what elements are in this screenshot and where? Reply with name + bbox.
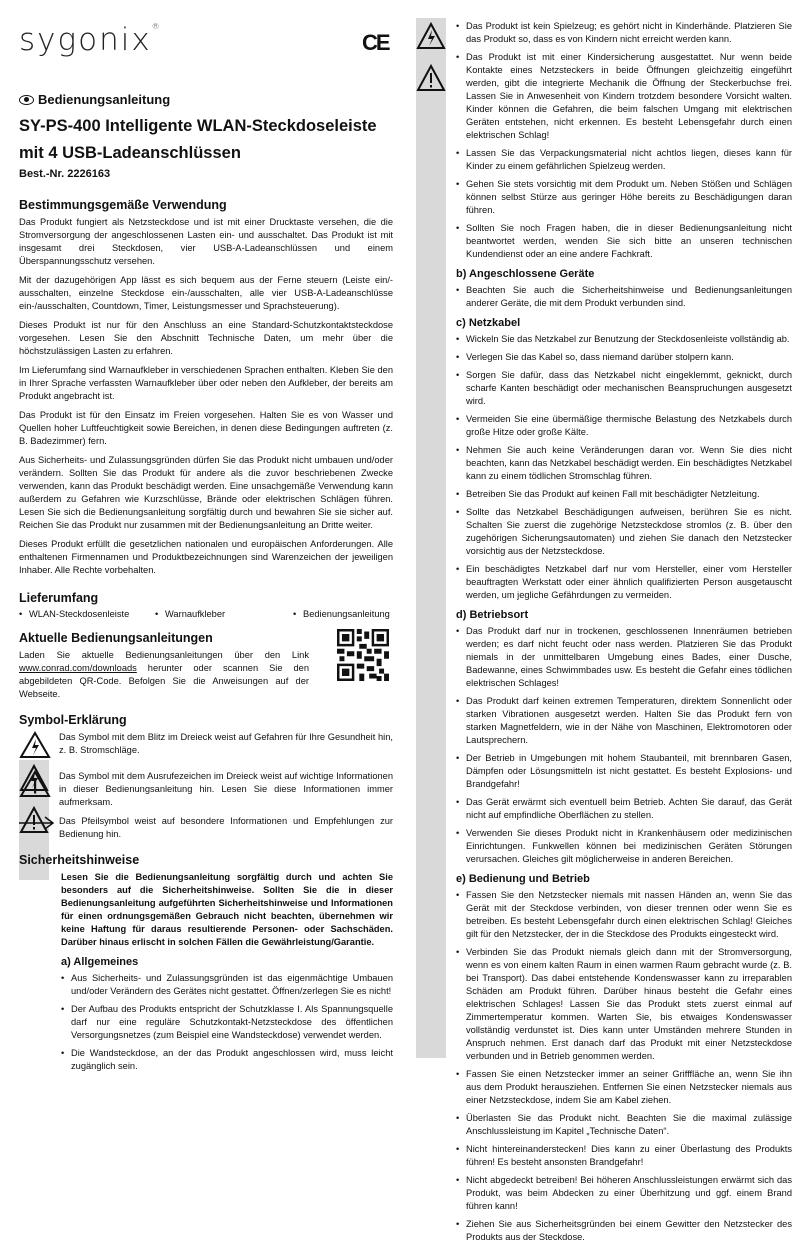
symbols-heading: Symbol-Erklärung <box>19 713 127 727</box>
brand-logo: sygonix® <box>19 22 162 58</box>
exclamation-triangle-icon <box>19 770 51 798</box>
list-item: • Sollte das Netzkabel Beschädigungen aufweisen, berühren Sie es nicht. Schalten Sie zuerst die zugehörige Netzsteckdose stromlos (z. B. über den zugehörigen Sicherungsautomaten) und ziehen Sie danach den Netzstecker vorsichtig aus der Netzsteckdose. <box>456 506 792 558</box>
list-item: • WLAN-Steckdosenleiste <box>19 609 155 619</box>
paragraph: Aus Sicherheits- und Zulassungsgründen dürfen Sie das Produkt nicht umbauen und/oder verändern. Sollten Sie das Produkt für andere als die zuvor beschriebenen Zwecke verwenden, kann das Produkt beschädigt werden. Eine unsachgemäße Verwendung kann außerdem zu Gefahren wie Kurzschlüsse, Brände oder elektrischen Schlägen führen. Lesen Sie sich die Bedienungsanleitung sorgfältig durch und bewahren Sie sie sicher auf. Reichen Sie das Produkt nur zusammen mit der Bedienungsanleitung an Dritte weiter. <box>19 455 393 530</box>
list-item: • Verlegen Sie das Kabel so, dass niemand darüber stolpern kann. <box>456 351 792 364</box>
list-item: • Fassen Sie den Netzstecker niemals mit nassen Händen an, wenn Sie das Gerät mit der Steckdose verbinden, von dieser trennen oder wenn Sie es betreiben. Es besteht Lebensgefahr durch einen elektrischen Schlag! Gleiches gilt für den Netzstecker, der in die Steckdose des Produkts eingesteckt wird. <box>456 889 792 941</box>
general-list <box>61 972 393 1073</box>
ce-mark: CE <box>362 30 389 55</box>
symbol-row <box>19 731 393 764</box>
list-item: • Verbinden Sie das Produkt niemals gleich dann mit der Stromversorgung, wenn es von einem kalten Raum in einen warmen Raum gebracht wurde (z. B. bei Transport). Das dabei entstehende Kondenswasser kann zu irreparablen Schäden am Produkt führen. Darüber hinaus besteht die Gefahr eines elektrischen Schlages! Lassen Sie das Produkt stets zuerst einmal auf Zimmertemperatur kommen. Warten Sie, bis etwaiges Kondenswasser vollständig verdunstet ist. Dies kann unter Umständen mehrere Stunden in Anspruch nehmen. Erst danach darf das Produkt mit einer Netzsteckdose verbunden und in Betrieb genommen werden. <box>456 946 792 1063</box>
current-manuals-section <box>19 631 393 701</box>
symbol-text: Das Symbol mit dem Ausrufezeichen im Dreieck weist auf wichtige Informationen in dieser Bedienungsanleitung hin. Lesen Sie diese Informationen immer aufmerksam. <box>59 771 393 807</box>
cable-list <box>456 333 792 602</box>
symbol-row <box>19 815 393 841</box>
list-item: • Ziehen Sie aus Sicherheitsgründen bei einem Gewitter den Netzstecker des Produkts aus der Steckdose. <box>456 1218 792 1244</box>
list-item: • Sollten Sie noch Fragen haben, die in dieser Bedienungsanleitung nicht beantwortet werden, wenden Sie sich bitte an unseren technischen Kundendienst oder an eine andere Fachkraft. <box>456 222 792 261</box>
list-item: • Das Produkt ist kein Spielzeug; es gehört nicht in Kinderhände. Platzieren Sie das Produkt so, dass es von Kindern nicht erreicht werden kann. <box>456 20 792 46</box>
usage-text <box>19 216 393 577</box>
paragraph: Das Produkt fungiert als Netzsteckdose und ist mit einer Drucktaste versehen, die die Stromversorgung der angeschlossenen Lasten ein- und ausschaltet. Das Produkt ist mit insgesamt drei Steckdosen, vier USB-A-Ladeanschlüssen und einem Überspannungsschutz versehen. <box>19 217 393 266</box>
paragraph: Dieses Produkt erfüllt die gesetzlichen nationalen und europäischen Anforderungen. Alle enthaltenen Firmennamen und Produktbezeichnungen sind Warenzeichen der jeweiligen Inhaber. Alle Rechte vorbehalten. <box>19 539 393 575</box>
list-item: • Betreiben Sie das Produkt auf keinen Fall mit beschädigter Netzleitung. <box>456 488 792 501</box>
symbol-row <box>19 770 393 809</box>
qr-code[interactable] <box>337 629 389 681</box>
paragraph: Mit der dazugehörigen App lässt es sich bequem aus der Ferne steuern (Leiste ein/-ausschalten, einzelne Steckdose ein-/ausschalten, alle vier USB-A-Ladeanschlüsse ein-/ausschalten, Countdown, Timer, Leistungsmesser und Sprachsteuerung). <box>19 275 393 311</box>
list-item: • Nicht abgedeckt betreiben! Bei höheren Anschlussleistungen erwärmt sich das Produkt, was beim Abdecken zu einer Überhitzung und ggf. einem Brand führen kann! <box>456 1174 792 1213</box>
list-item: • Der Betrieb in Umgebungen mit hohem Staubanteil, mit brennbaren Gasen, Dämpfen oder Lösungsmitteln ist nicht gestattet. Es besteht Explosions- und Brandgefahr! <box>456 752 792 791</box>
list-item: • Sorgen Sie dafür, dass das Netzkabel nicht eingeklemmt, geknickt, durch scharfe Kanten beschädigt oder mechanischen Beanspruchungen ausgesetzt wird. <box>456 369 792 408</box>
paragraph: Im Lieferumfang sind Warnaufkleber in verschiedenen Sprachen enthalten. Kleben Sie den in Ihrer Sprache verfassten Warnaufkleber über oder neben den Aufkleber, der bereits am Produkt angebracht ist. <box>19 365 393 401</box>
list-item: • Das Gerät erwärmt sich eventuell beim Betrieb. Achten Sie darauf, das Gerät nicht auf empfindliche Oberflächen zu stellen. <box>456 796 792 822</box>
lightning-triangle-icon <box>19 731 51 759</box>
page-title: SY-PS-400 Intelligente WLAN-Steckdoseleiste mit 4 USB-Ladeanschlüssen <box>19 117 377 162</box>
list-item: • Warnaufkleber <box>155 609 293 619</box>
list-item: • Vermeiden Sie eine übermäßige thermische Belastung des Netzkabels durch große Hitze oder große Kälte. <box>456 413 792 439</box>
list-item: • Gehen Sie stets vorsichtig mit dem Produkt um. Neben Stößen und Schlägen können selbst Stürze aus geringer Höhe bereits zu Beschädigungen daran führen. <box>456 178 792 217</box>
safety-heading: Sicherheitshinweise <box>19 853 140 867</box>
scope-list <box>19 609 393 619</box>
paragraph: Dieses Produkt ist nur für den Anschluss an eine Standard-Schutzkontaktsteckdose vorgesehen. Lesen Sie den Abschnitt Technische Daten, um mehr über die höchstzulässigen Lasten zu erfahren. <box>19 320 393 356</box>
list-item: • Beachten Sie auch die Sicherheitshinweise und Bedienungsanleitungen anderer Geräte, die mit dem Produkt verbunden sind. <box>456 284 792 310</box>
general-heading: a) Allgemeines <box>61 956 139 968</box>
download-link[interactable]: www.conrad.com/downloads <box>19 663 137 673</box>
connected-heading: b) Angeschlossene Geräte <box>456 268 595 280</box>
eye-icon <box>19 95 34 105</box>
general-list-continued <box>456 20 792 261</box>
list-item: • Lassen Sie das Verpackungsmaterial nicht achtlos liegen, dieses kann für Kinder zu einem gefährlichen Spielzeug werden. <box>456 147 792 173</box>
list-item: • Überlasten Sie das Produkt nicht. Beachten Sie die maximal zulässige Anschlussleistung im Kapitel „Technische Daten“. <box>456 1112 792 1138</box>
general-continued <box>456 20 792 261</box>
left-column <box>19 22 393 1078</box>
list-item: • Das Produkt ist mit einer Kindersicherung ausgestattet. Nur wenn beide Kontakte eines Netzsteckers in beide Öffnungen gleichzeitig eingeführt werden, gibt die integrierte Mechanik die Öffnung der Steckerbuchse frei. Lassen Sie in Anwesenheit von Kindern trotzdem besondere Vorsicht walten. Kinder können die Gefahren, die beim falschen Umgang mit elektrischen Geräten entstehen, nicht erkennen. Es besteht Lebensgefahr durch einen elektrischen Schlag! <box>456 51 792 142</box>
connected-list <box>456 284 792 310</box>
list-item: • Fassen Sie einen Netzstecker immer an seiner Grifffläche an, wenn Sie ihn aus dem Produkt herausziehen. Entfernen Sie einen Netzstecker niemals aus einer Netzsteckdose, indem Sie am Kabel ziehen. <box>456 1068 792 1107</box>
usage-heading: Bestimmungsgemäße Verwendung <box>19 198 227 212</box>
list-item: • Aus Sicherheits- und Zulassungsgründen ist das eigenmächtige Umbauen und/oder Verändern des Gerätes nicht gestattet. Öffnen/zerlegen Sie es nicht! <box>61 972 393 998</box>
list-item: • Verwenden Sie dieses Produkt nicht in Krankenhäusern oder medizinischen Einrichtungen. Funkwellen können bei medizinischen Geräten Störungen verursachen. Gleiches gilt möglicherweise in anderen Bereichen. <box>456 827 792 866</box>
operation-heading: e) Bedienung und Betrieb <box>456 873 590 885</box>
order-number: Best.-Nr. 2226163 <box>19 168 111 180</box>
list-item: • Ein beschädigtes Netzkabel darf nur vom Hersteller, einer vom Hersteller beauftragten Werkstatt oder einer ähnlich qualifizierten Person ausgetauscht werden, um jegliche Gefährdungen zu vermeiden. <box>456 563 792 602</box>
list-item: • Das Produkt darf nur in trockenen, geschlossenen Innenräumen betrieben werden; es darf nicht feucht oder nass werden. Platzieren Sie das Produkt niemals in der unmittelbaren Umgebung eines Bades, einer Dusche, Badewanne, eines Schwimmbades usw. Es besteht die Gefahr eines tödlichen elektrischen Schlages! <box>456 625 792 690</box>
list-item: • Die Wandsteckdose, an der das Produkt angeschlossen wird, muss leicht zugänglich sein. <box>61 1047 393 1073</box>
list-item: • Nehmen Sie auch keine Veränderungen daran vor. Wenn Sie dies nicht beachten, kann das Netzkabel beschädigt werden. Ein beschädigtes Netzkabel kann zu einem tödlichen Stromschlag führen. <box>456 444 792 483</box>
current-text: Laden Sie aktuelle Bedienungsanleitungen über den Link www.conrad.com/downloads herunter oder scannen Sie den abgebildeten QR-Code. Befolgen Sie die Anweisungen auf der Webseite. <box>19 650 309 699</box>
list-item: • Der Aufbau des Produkts entspricht der Schutzklasse I. Als Spannungsquelle darf nur eine reguläre Schutzkontakt-Netzsteckdose des öffentlichen Versorgungsnetzes (zum Beispiel eine Wandsteckdose) verwendet werden. <box>61 1003 393 1042</box>
list-item: • Das Produkt darf keinen extremen Temperaturen, direktem Sonnenlicht oder starken Vibrationen ausgesetzt werden. Halten Sie das Produkt fern von starken Magnetfeldern, wie in der Nähe von Maschinen, Elektromotoren oder Lautsprechern. <box>456 695 792 747</box>
list-item: • Nicht hintereinanderstecken! Dies kann zu einer Überlastung des Produkts führen! Es besteht ansonsten Brandgefahr! <box>456 1143 792 1169</box>
list-item: • Bedienungsanleitung <box>293 609 390 619</box>
manual-label: Bedienungsanleitung <box>19 92 393 107</box>
scope-heading: Lieferumfang <box>19 591 99 605</box>
arrow-icon <box>19 815 55 831</box>
safety-content <box>61 871 393 1073</box>
right-column <box>420 20 792 1249</box>
symbol-text: Das Pfeilsymbol weist auf besondere Informationen und Empfehlungen zur Bedienung hin. <box>59 816 393 839</box>
list-item: • Wickeln Sie das Netzkabel zur Benutzung der Steckdosenleiste vollständig ab. <box>456 333 792 346</box>
current-heading: Aktuelle Bedienungsanleitungen <box>19 631 213 645</box>
location-list <box>456 625 792 866</box>
operation-list <box>456 889 792 1244</box>
symbol-text: Das Symbol mit dem Blitz im Dreieck weist auf Gefahren für Ihre Gesundheit hin, z. B. Stromschläge. <box>59 732 393 755</box>
safety-intro: Lesen Sie die Bedienungsanleitung sorgfältig durch und achten Sie besonders auf die Sicherheitshinweise. Sollten Sie die in dieser Bedienungsanleitung aufgeführten Sicherheitshinweise und Informationen für einen ordnungsgemäßen Gebrauch nicht beachten, übernehmen wir keine Haftung für daraus resultierende Personen- oder Sachschäden. Darüber hinaus erlischt in solchen Fällen die Gewährleistung/Garantie. <box>61 872 393 947</box>
cable-heading: c) Netzkabel <box>456 317 521 329</box>
paragraph: Das Produkt ist für den Einsatz im Freien vorgesehen. Halten Sie es von Wasser und Quellen hoher Luftfeuchtigkeit sowie Bereichen, in denen diese Bedingungen auftreten (z. B. Badezimmer) fern. <box>19 410 393 446</box>
location-heading: d) Betriebsort <box>456 609 529 621</box>
